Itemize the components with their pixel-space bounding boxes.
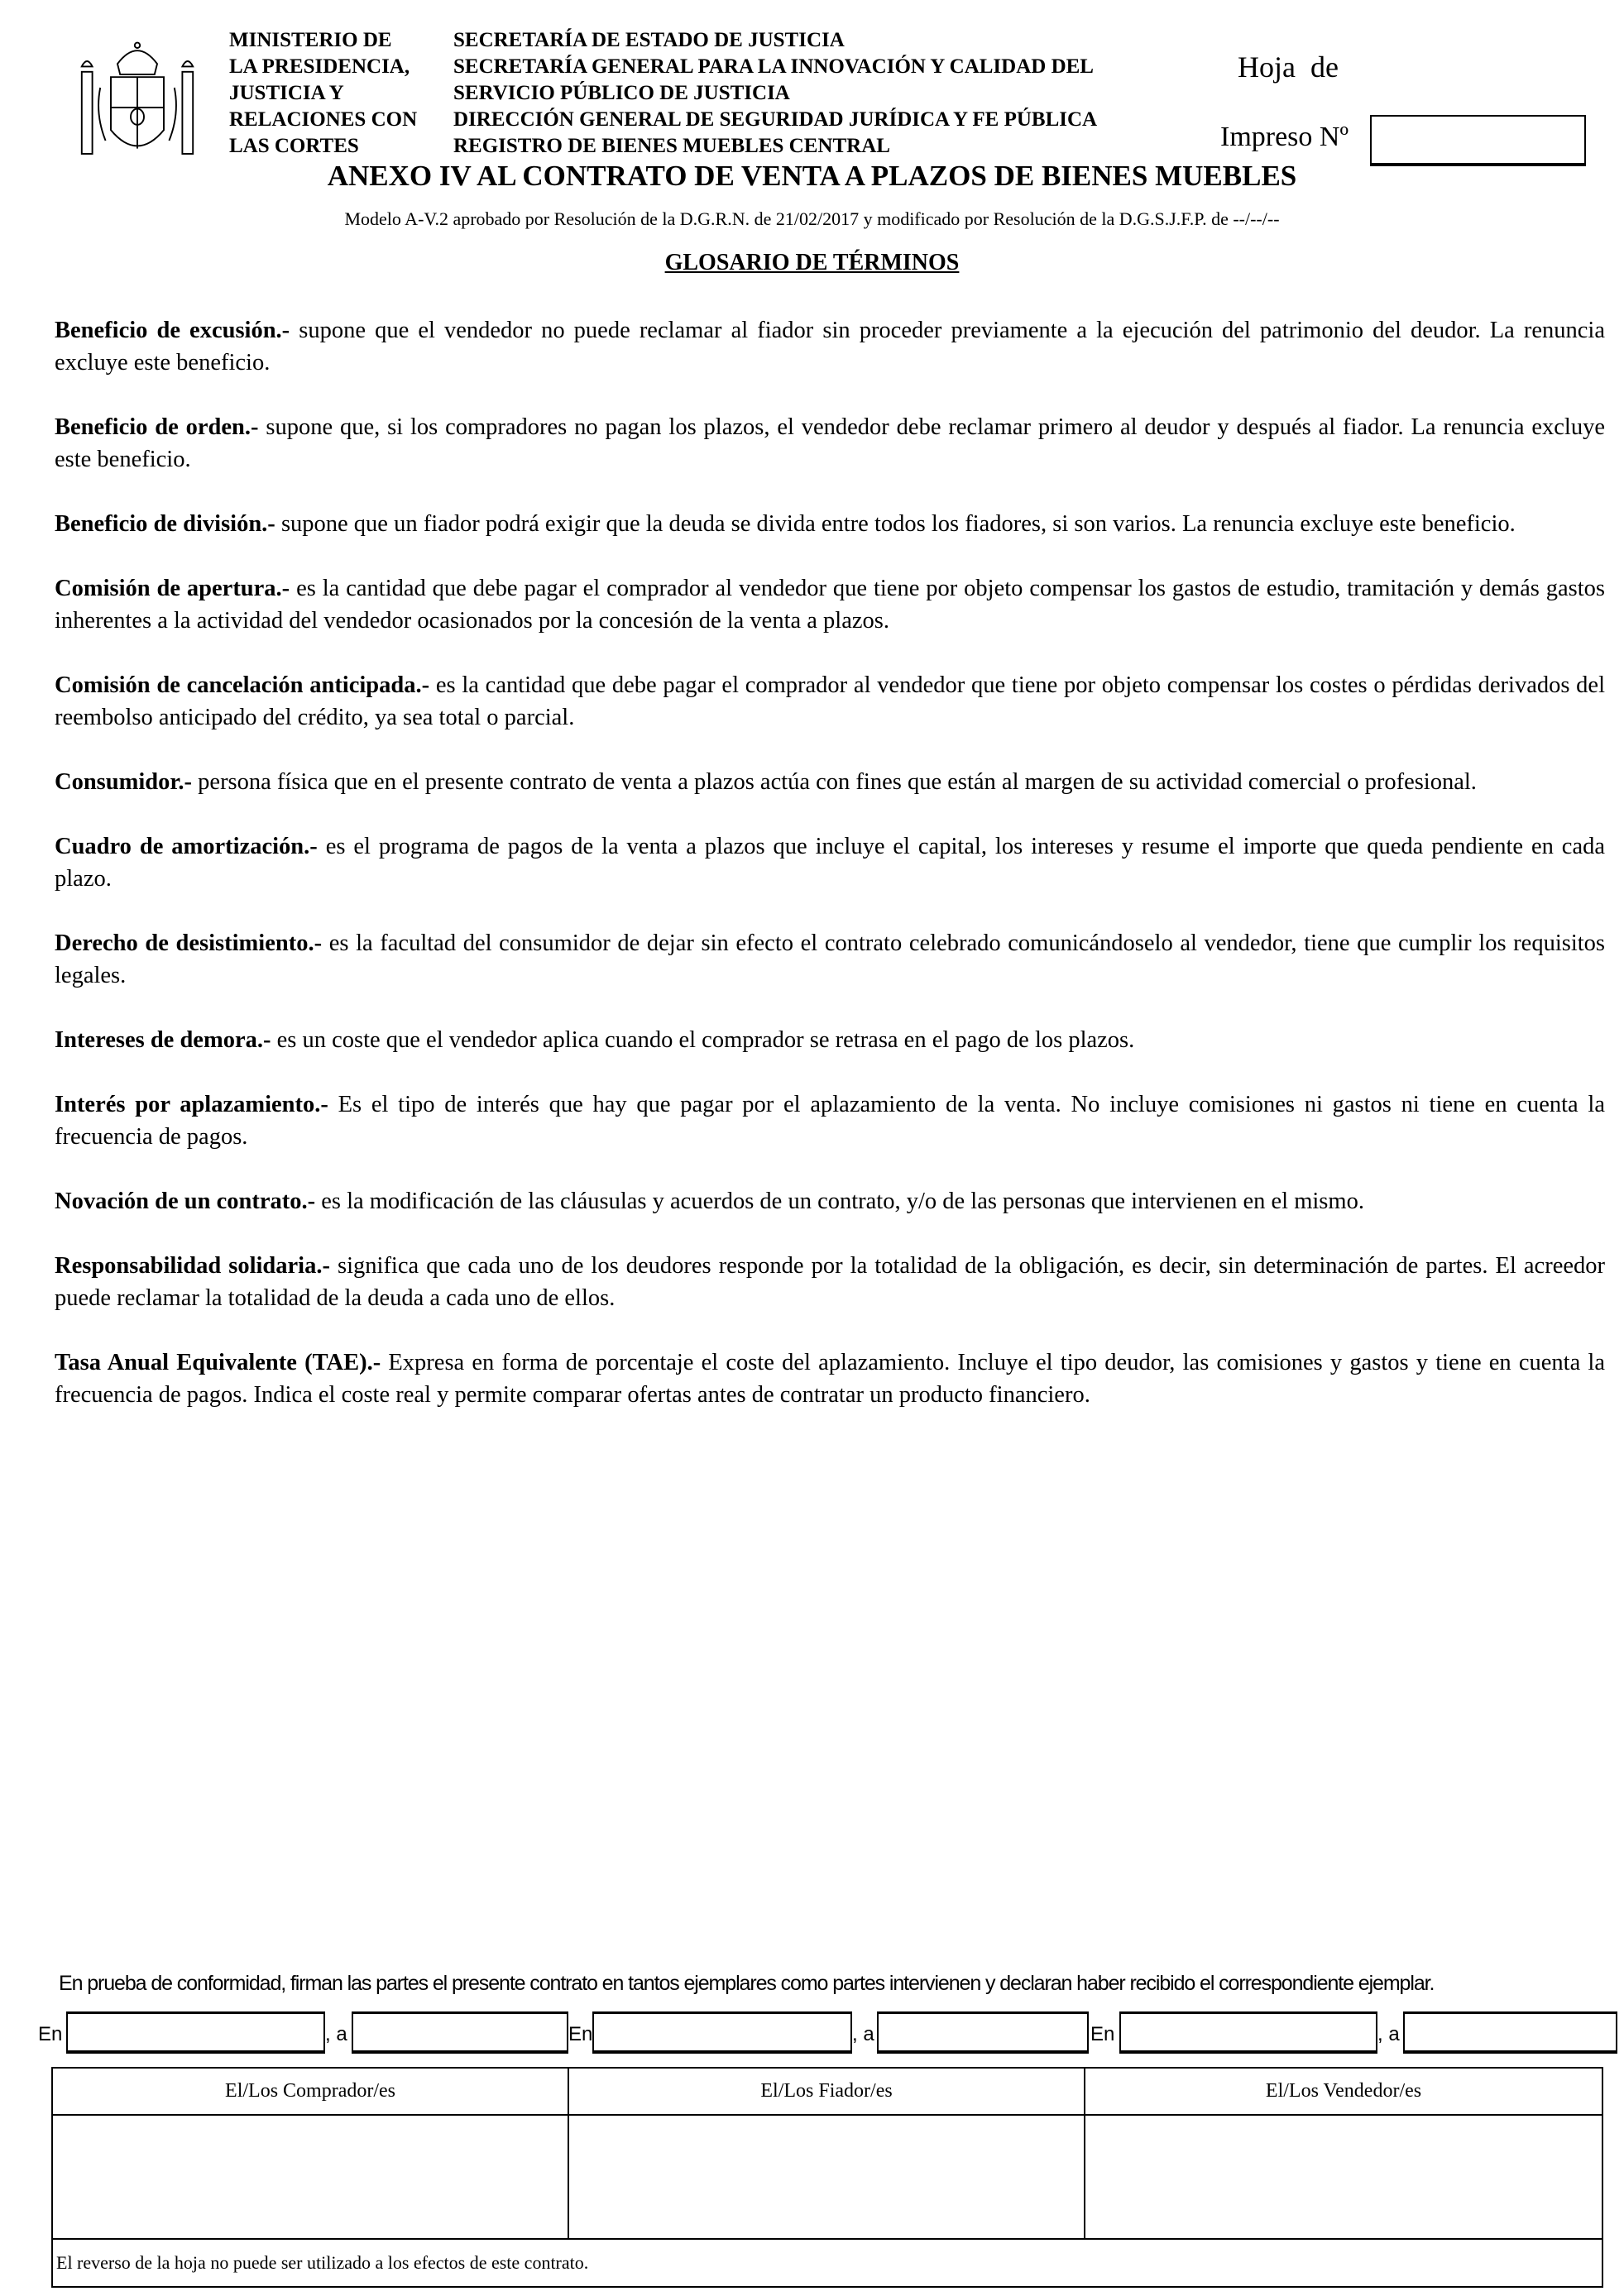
- ministry-line: JUSTICIA Y: [229, 82, 344, 104]
- ministry-line: LAS CORTES: [229, 135, 359, 157]
- glossary-entry: [55, 830, 1605, 895]
- coat-of-arms-logo: [71, 35, 204, 167]
- glossary-definition: es la facultad del consumidor de dejar sin efecto el contrato celebrado comunicándoselo al vendedor, tiene que cumplir los requisitos legales.: [55, 930, 1606, 988]
- ministry-line: LA PRESIDENCIA,: [229, 55, 410, 78]
- signature-area-fiador[interactable]: [568, 2115, 1085, 2239]
- glossary-definition: es la cantidad que debe pagar el comprador al vendedor que tiene por objeto compensar los costes o pérdidas derivados del reembolso anticipado del crédito, ya sea total o parcial.: [55, 672, 1605, 730]
- glossary-term: Comisión de apertura.-: [55, 576, 290, 601]
- signature-table: [51, 2067, 1603, 2288]
- glossary-definition: es la modificación de las cláusulas y acuerdos de un contrato, y/o de las personas que intervienen en el mismo.: [315, 1189, 1364, 1214]
- glossary-entry: [55, 508, 1605, 540]
- place-field-fiador[interactable]: [592, 2011, 852, 2054]
- a-label: , a: [325, 2023, 347, 2045]
- en-label: En: [1090, 2023, 1115, 2045]
- document-title: ANEXO IV AL CONTRATO DE VENTA A PLAZOS DE BIENES MUEBLES: [327, 160, 1297, 192]
- column-header-comprador: El/Los Comprador/es: [52, 2068, 568, 2115]
- glossary-definition: significa que cada uno de los deudores responde por la totalidad de la obligación, es decir, sin determinación de partes. El acreedor puede reclamar la totalidad de la deuda a cada uno de ellos.: [55, 1253, 1605, 1311]
- glossary-definition: es el programa de pagos de la venta a plazos que incluye el capital, los intereses y resume el importe que queda pendiente en cada plazo.: [55, 834, 1605, 892]
- glossary-entry: [55, 766, 1605, 798]
- signature-area-vendedor[interactable]: [1085, 2115, 1602, 2239]
- secretaria-line: DIRECCIÓN GENERAL DE SEGURIDAD JURÍDICA Y FE PÚBLICA: [453, 108, 1098, 131]
- glossary-entry: [55, 1250, 1605, 1314]
- ministry-line: RELACIONES CON: [229, 108, 418, 131]
- glossary-entry: [55, 1347, 1605, 1411]
- glossary-term: Derecho de desistimiento.-: [55, 930, 323, 956]
- glossary-definition: Es el tipo de interés que hay que pagar por el aplazamiento de la venta. No incluye comisiones ni gastos ni tiene en cuenta la frecuencia de pagos.: [55, 1092, 1605, 1150]
- modelo-note: Modelo A-V.2 aprobado por Resolución de la D.G.R.N. de 21/02/2017 y modificado por Resolución de la D.G.S.J.F.P. de --/--/--: [344, 208, 1280, 229]
- glossary-term: Tasa Anual Equivalente (TAE).-: [55, 1350, 381, 1375]
- date-field-vendedor[interactable]: [1403, 2011, 1617, 2054]
- glossary-term: Cuadro de amortización.-: [55, 834, 318, 859]
- secretaria-line: SECRETARÍA DE ESTADO DE JUSTICIA: [453, 29, 845, 51]
- en-label: En: [38, 2023, 63, 2045]
- glossary-list: [55, 314, 1605, 1443]
- hoja-label: Hoja de: [1238, 50, 1339, 84]
- glossary-title: GLOSARIO DE TÉRMINOS: [664, 250, 960, 275]
- glossary-definition: supone que un fiador podrá exigir que la deuda se divida entre todos los fiadores, si son varios. La renuncia excluye este beneficio.: [275, 511, 1516, 537]
- glossary-entry: [55, 1088, 1605, 1153]
- glossary-entry: [55, 411, 1605, 476]
- secretaria-line: SECRETARÍA GENERAL PARA LA INNOVACIÓN Y CALIDAD DEL: [453, 55, 1094, 78]
- column-header-vendedor: El/Los Vendedor/es: [1085, 2068, 1602, 2115]
- signature-area-comprador[interactable]: [52, 2115, 568, 2239]
- impreso-label: Impreso Nº: [1220, 122, 1349, 152]
- glossary-term: Beneficio de división.-: [55, 511, 275, 537]
- glossary-entry: [55, 927, 1605, 992]
- glossary-entry: [55, 1024, 1605, 1056]
- glossary-definition: Expresa en forma de porcentaje el coste del aplazamiento. Incluye el tipo deudor, las comisiones y gastos y tiene en cuenta la frecuencia de pagos. Indica el coste real y permite comparar ofertas antes de contratar un producto financiero.: [55, 1350, 1605, 1408]
- glossary-entry: [55, 572, 1605, 637]
- glossary-term: Intereses de demora.-: [55, 1027, 271, 1053]
- glossary-term: Interés por aplazamiento.-: [55, 1092, 328, 1117]
- glossary-term: Beneficio de excusión.-: [55, 318, 290, 343]
- glossary-entry: [55, 1185, 1605, 1217]
- place-field-vendedor[interactable]: [1119, 2011, 1377, 2054]
- impreso-number-field[interactable]: [1370, 115, 1586, 166]
- glossary-term: Comisión de cancelación anticipada.-: [55, 672, 430, 698]
- secretaria-block: [453, 27, 1097, 160]
- conformidad-statement: En prueba de conformidad, firman las partes el presente contrato en tantos ejemplares como partes intervienen y declaran haber recibido el correspondiente ejemplar.: [59, 1972, 1435, 1995]
- date-field-fiador[interactable]: [877, 2011, 1089, 2054]
- ministry-name: [229, 27, 417, 160]
- glossary-term: Novación de un contrato.-: [55, 1189, 316, 1214]
- glossary-definition: supone que el vendedor no puede reclamar al fiador sin proceder previamente a la ejecución del patrimonio del deudor. La renuncia excluye este beneficio.: [55, 318, 1606, 375]
- en-label: En: [568, 2023, 593, 2045]
- a-label: , a: [852, 2023, 874, 2045]
- glossary-entry: [55, 314, 1605, 379]
- column-header-fiador: El/Los Fiador/es: [568, 2068, 1085, 2115]
- glossary-definition: es un coste que el vendedor aplica cuando el comprador se retrasa en el pago de los plazos.: [271, 1027, 1135, 1053]
- glossary-term: Responsabilidad solidaria.-: [55, 1253, 330, 1279]
- place-field-comprador[interactable]: [66, 2011, 325, 2054]
- a-label: , a: [1377, 2023, 1400, 2045]
- secretaria-line: REGISTRO DE BIENES MUEBLES CENTRAL: [453, 135, 890, 157]
- glossary-term: Beneficio de orden.-: [55, 414, 259, 440]
- reverso-note: El reverso de la hoja no puede ser utilizado a los efectos de este contrato.: [52, 2239, 1602, 2287]
- glossary-definition: persona física que en el presente contrato de venta a plazos actúa con fines que están al margen de su actividad comercial o profesional.: [192, 769, 1477, 795]
- glossary-definition: supone que, si los compradores no pagan los plazos, el vendedor debe reclamar primero al deudor y después al fiador. La renuncia excluye este beneficio.: [55, 414, 1605, 472]
- glossary-term: Consumidor.-: [55, 769, 193, 795]
- date-field-comprador[interactable]: [352, 2011, 568, 2054]
- secretaria-line: SERVICIO PÚBLICO DE JUSTICIA: [453, 82, 790, 104]
- ministry-line: MINISTERIO DE: [229, 29, 392, 51]
- glossary-definition: es la cantidad que debe pagar el comprador al vendedor que tiene por objeto compensar los gastos de estudio, tramitación y demás gastos inherentes a la actividad del vendedor ocasionados por la concesión de la venta a plazos.: [55, 576, 1606, 634]
- glossary-entry: [55, 669, 1605, 734]
